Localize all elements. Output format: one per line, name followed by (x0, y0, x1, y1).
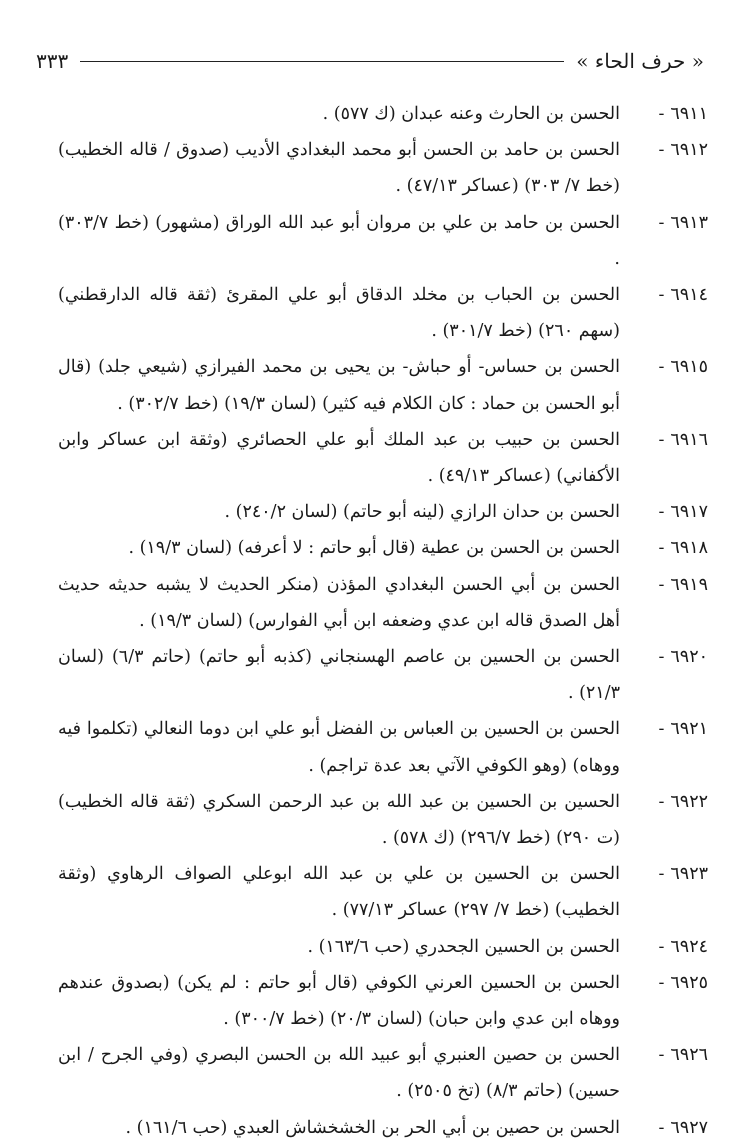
entry-6923 (58, 856, 708, 928)
entry-number: ٦٩١٩- (658, 574, 708, 595)
entry-text: الحسن بن حساس- أو حباش- بن يحيى بن محمد الفيرازي (شيعي جلد) (قال أبو الحسن بن حماد : كان الكلام فيه كثير) (لسان ١٩/٣) (خط ٣٠٢/٧) . (58, 357, 620, 414)
entry-text: الحسن بن الحارث وعنه عبدان (ك ٥٧٧) . (322, 104, 620, 124)
entry-number: ٦٩٢٥- (658, 972, 708, 993)
entry-6911 (58, 96, 708, 132)
entry-text: الحسن بن حبيب بن عبد الملك أبو علي الحصائري (وثقة ابن عساكر وابن الأكفاني) (عساكر ٤٩/١٣) . (58, 429, 620, 487)
entry-6921 (58, 711, 708, 783)
entry-text: الحسن بن الحسين بن العباس بن الفضل أبو علي ابن دوما النعالي (تكلموا فيه ووهاه) (وهو الكوفي الآتي بعد عدة تراجم) . (58, 719, 620, 776)
entry-number: ٦٩١٧- (658, 502, 708, 523)
entry-number: ٦٩٢١- (658, 719, 708, 740)
entry-6922 (58, 784, 708, 856)
chapter-title: « حرف الحاء » (576, 49, 704, 73)
entry-6925 (58, 965, 708, 1037)
entry-text: الحسن بن حصين بن أبي الحر بن الخشخشاش العبدي (حب ١٦١/٦) . (125, 1117, 620, 1138)
entry-number: ٦٩٢٣- (658, 864, 708, 885)
entry-number: ٦٩١٢- (658, 140, 708, 161)
entry-6924 (58, 929, 708, 965)
entry-number: ٦٩١٦- (658, 429, 708, 450)
entry-text: الحسن بن الحباب بن مخلد الدقاق أبو علي المقرئ (ثقة قاله الدارقطني) (سهم ٢٦٠) (خط ٣٠١/٧) . (58, 285, 620, 342)
page-number: ٣٣٣ (36, 49, 69, 73)
entry-text: الحسن بن الحسين بن علي بن عبد الله ابوعلي الصواف الرهاوي (وثقة الخطيب) (خط ٧/ ٢٩٧) عساكر ٧٧/١٣) . (58, 864, 620, 921)
entry-number: ٦٩١١- (658, 104, 708, 124)
entry-text: الحسن بن حصين العنبري أبو عبيد الله بن الحسن البصري (وفي الجرح / ابن حسين) (حاتم ٨/٣) (تخ ٢٥٠٥) . (58, 1045, 620, 1102)
page-header (36, 44, 704, 78)
entry-number: ٦٩٢٠- (658, 647, 708, 668)
entry-6915 (58, 349, 708, 421)
entry-6920 (58, 639, 708, 711)
entry-number: ٦٩٢٦- (658, 1045, 708, 1066)
entry-6917 (58, 494, 708, 530)
entry-6919 (58, 567, 708, 639)
entry-number: ٦٩١٣- (658, 212, 708, 233)
entry-text: الحسن بن الحسين العرني الكوفي (قال أبو حاتم : لم يكن) (بصدوق عندهم ووهاه ابن عدي وابن حبان) (لسان ٢٠/٣) (خط ٣٠٠/٧) . (58, 972, 620, 1030)
entry-6926 (58, 1037, 708, 1109)
entry-number: ٦٩١٤- (658, 285, 708, 306)
entry-6918 (58, 530, 708, 566)
entry-text: الحسن بن الحسين الجحدري (حب ١٦٣/٦) . (307, 936, 620, 957)
header-rule (80, 61, 564, 62)
entry-text: الحسين بن الحسين بن عبد الله بن عبد الرحمن السكري (ثقة قاله الخطيب) (ت ٢٩٠) (خط ٢٩٦/٧) (ك ٥٧٨) . (58, 791, 620, 849)
entry-number: ٦٩١٨- (658, 538, 708, 559)
entries-list (58, 96, 708, 1146)
entry-number: ٦٩٢٤- (658, 936, 708, 957)
entry-number: ٦٩٢٧- (658, 1117, 708, 1138)
entry-text: الحسن بن حدان الرازي (لينه أبو حاتم) (لسان ٢٤٠/٢) . (224, 502, 620, 523)
entry-text: الحسن بن حامد بن الحسن أبو محمد البغدادي الأديب (صدوق / قاله الخطيب) (خط ٧/ ٣٠٣) (عساكر ٤٧/١٣) . (58, 140, 620, 197)
entry-text: الحسن بن أبي الحسن البغدادي المؤذن (منكر الحديث لا يشبه حديثه حديث أهل الصدق قاله ابن عدي وضعفه ابن أبي الفوارس) (لسان ١٩/٣) . (58, 574, 620, 631)
entry-text: الحسن بن الحسن بن عطية (قال أبو حاتم : لا أعرفه) (لسان ١٩/٣) . (128, 538, 620, 559)
entry-6927 (58, 1110, 708, 1146)
entry-text: الحسن بن الحسين بن عاصم الهسنجاني (كذبه أبو حاتم) (حاتم ٦/٣) (لسان ٢١/٣) . (58, 647, 620, 704)
entry-number: ٦٩١٥- (658, 357, 708, 378)
entry-6916 (58, 422, 708, 494)
entry-6912 (58, 132, 708, 204)
entry-text: الحسن بن حامد بن علي بن مروان أبو عبد الله الوراق (مشهور) (خط ٣٠٣/٧) . (58, 212, 620, 269)
entry-6913 (58, 205, 708, 277)
entry-6914 (58, 277, 708, 349)
entry-number: ٦٩٢٢- (658, 791, 708, 812)
